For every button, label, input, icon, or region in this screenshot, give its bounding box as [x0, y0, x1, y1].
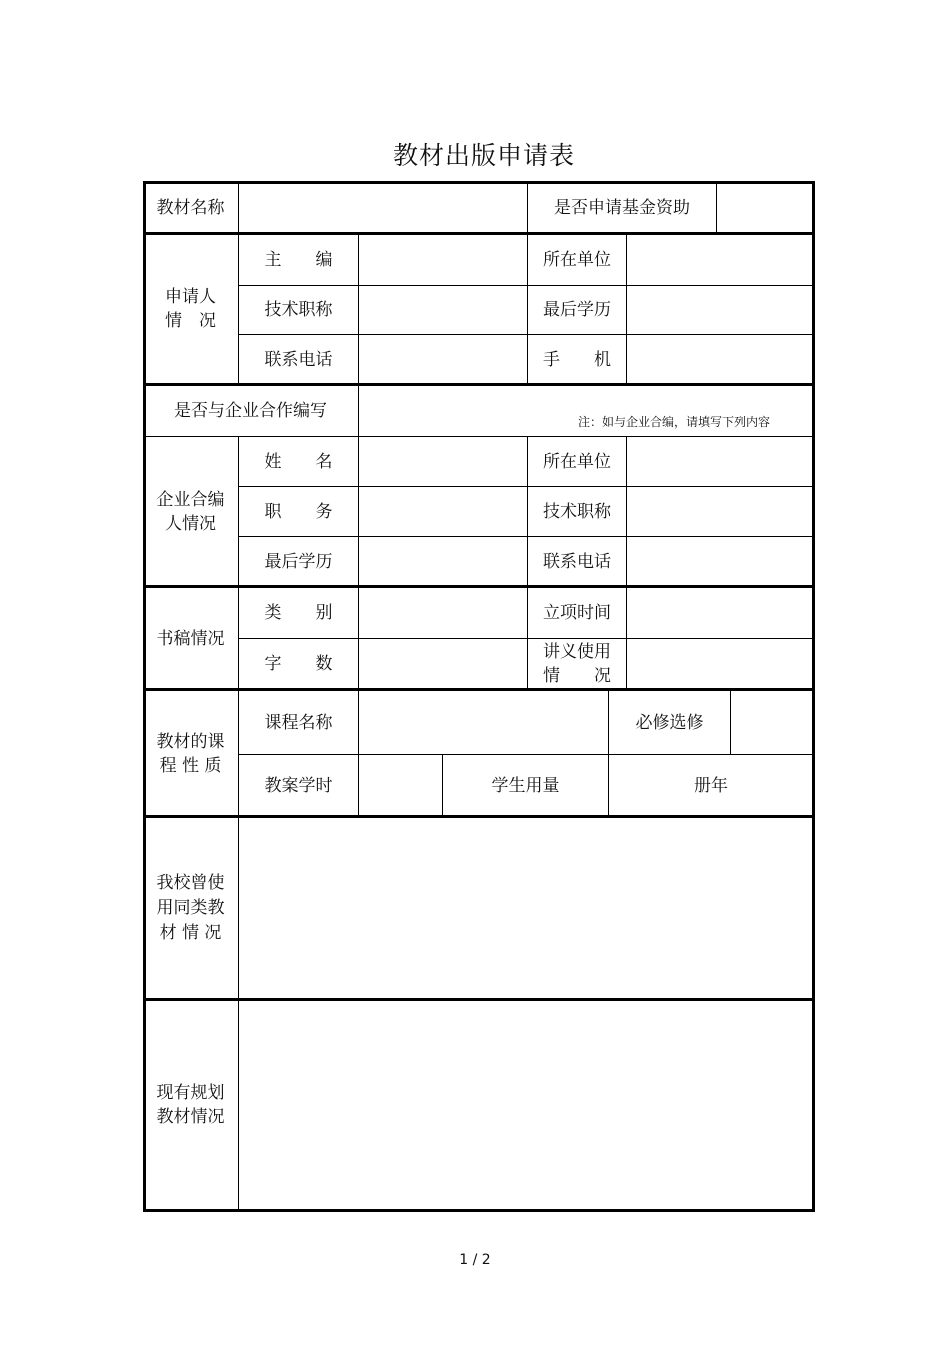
- coeditor-title-label: 技术职称: [543, 501, 611, 522]
- cooperation-note: 注：如与企业合编，请填写下列内容: [578, 415, 771, 429]
- textbook-name-label: 教材名称: [156, 198, 225, 218]
- course-nature-group-label: 教材的课 程 性 质: [156, 731, 225, 776]
- student-quantity-label: 学生用量: [491, 775, 560, 796]
- coeditor-unit-label: 所在单位: [543, 451, 611, 472]
- chief-editor-field[interactable]: [359, 235, 526, 284]
- highest-education-label: 最后学历: [543, 300, 611, 320]
- category-field[interactable]: [359, 589, 526, 637]
- word-count-label: 字 数: [264, 654, 333, 674]
- work-unit-field[interactable]: [627, 235, 812, 284]
- lecture-usage-field[interactable]: [627, 640, 812, 687]
- coeditor-name-label: 姓 名: [264, 451, 333, 472]
- course-name-field[interactable]: [359, 692, 607, 753]
- coeditor-phone-field[interactable]: [627, 538, 812, 585]
- technical-title-label: 技术职称: [264, 300, 333, 320]
- word-count-field[interactable]: [359, 640, 526, 687]
- teaching-hours-label: 教案学时: [264, 775, 333, 796]
- coeditor-title-field[interactable]: [627, 488, 812, 535]
- textbook-name-field[interactable]: [239, 184, 526, 232]
- required-elective-field[interactable]: [731, 692, 812, 753]
- lecture-usage-label: 讲义使用 情 况: [543, 642, 611, 686]
- enterprise-coeditor-group-label: 企业合编 人情况: [156, 489, 225, 534]
- similar-textbooks-label: 我校曾使 用同类教 材 情 况: [156, 873, 225, 943]
- form-title: 教材出版申请表: [392, 141, 575, 170]
- fund-application-label: 是否申请基金资助: [554, 198, 690, 218]
- chief-editor-label: 主 编: [264, 249, 333, 270]
- work-unit-label: 所在单位: [543, 249, 611, 270]
- fund-application-field[interactable]: [717, 184, 812, 232]
- coeditor-unit-field[interactable]: [627, 438, 812, 485]
- coeditor-phone-label: 联系电话: [543, 551, 611, 572]
- category-label: 类 别: [264, 603, 333, 623]
- similar-textbooks-field[interactable]: [239, 819, 812, 997]
- project-time-label: 立项时间: [543, 603, 611, 623]
- volume-per-year-label: 册年: [694, 775, 728, 796]
- planned-textbooks-label: 现有规划 教材情况: [156, 1083, 225, 1127]
- contact-phone-label: 联系电话: [264, 349, 333, 370]
- page-number: 1 / 2: [459, 1252, 491, 1268]
- planned-textbooks-field[interactable]: [239, 1002, 812, 1208]
- coeditor-name-field[interactable]: [359, 438, 526, 485]
- coeditor-education-field[interactable]: [359, 538, 526, 585]
- contact-phone-field[interactable]: [359, 335, 526, 382]
- course-name-label: 课程名称: [264, 712, 333, 733]
- project-time-field[interactable]: [627, 589, 812, 637]
- required-elective-label: 必修选修: [635, 712, 704, 733]
- coeditor-duty-field[interactable]: [359, 488, 526, 535]
- applicant-group-label: 申请人 情 况: [165, 287, 216, 331]
- enterprise-cooperation-label: 是否与企业合作编写: [174, 401, 327, 421]
- mobile-field[interactable]: [627, 335, 812, 382]
- divider: [143, 998, 815, 1001]
- coeditor-duty-label: 职 务: [264, 501, 333, 522]
- mobile-label: 手 机: [543, 349, 611, 370]
- highest-education-field[interactable]: [627, 286, 812, 333]
- coeditor-education-label: 最后学历: [264, 551, 333, 572]
- teaching-hours-field[interactable]: [359, 756, 441, 815]
- manuscript-group-label: 书稿情况: [156, 628, 225, 649]
- technical-title-field[interactable]: [359, 286, 526, 333]
